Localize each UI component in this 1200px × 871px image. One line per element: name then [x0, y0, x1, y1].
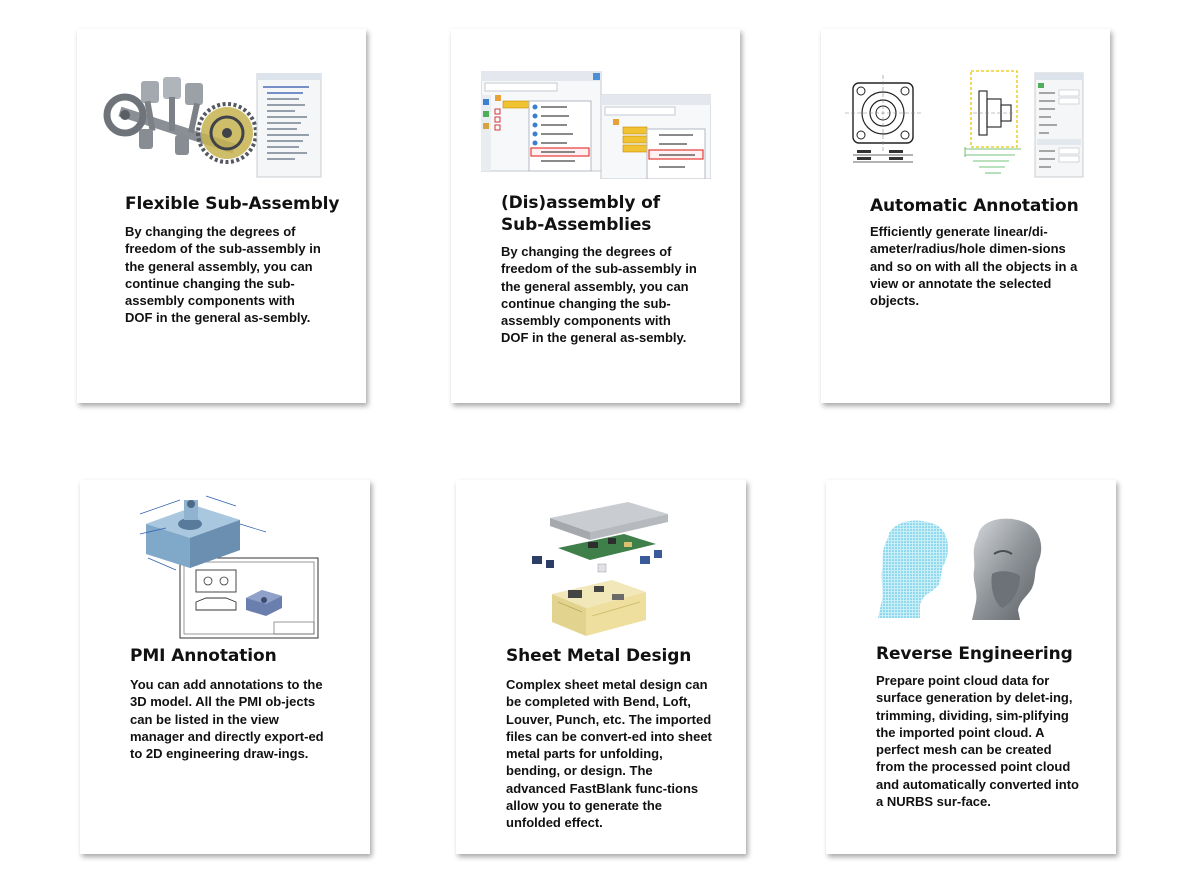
- feature-title: Sheet Metal Design: [506, 646, 692, 666]
- feature-title: Reverse Engineering: [876, 644, 1073, 664]
- feature-title: Automatic Annotation: [870, 196, 1079, 216]
- feature-title: Flexible Sub-Assembly: [125, 194, 340, 214]
- feature-title: (Dis)assembly of Sub-Assemblies: [501, 193, 661, 235]
- feature-description: You can add annotations to the 3D model. All the PMI ob-jects can be listed in the view manager and directly export-ed to 2D engineering draw-ings.: [130, 677, 324, 762]
- feature-card-sheet-metal-design: [456, 480, 746, 854]
- dimensioned-drawing-icon: [845, 69, 1085, 181]
- feature-description: Complex sheet metal design can be completed with Bend, Loft, Louver, Punch, etc. The imported files can be convert-ed into sheet metal parts for unfolding, bending, or design. The advanced FastBlank func-tions allow you to generate the unfolded effect.: [506, 677, 712, 831]
- exploded-sheet-metal-enclosure-icon: [528, 498, 674, 640]
- engine-crankshaft-assembly-icon: [103, 73, 323, 178]
- feature-card-automatic-annotation: [821, 29, 1110, 403]
- feature-card-pmi-annotation: [80, 480, 370, 854]
- feature-description: By changing the degrees of freedom of the sub-assembly in the general assembly, you can continue changing the sub-assembly components with DOF in the general as-sembly.: [501, 244, 697, 346]
- feature-card-reverse-engineering: [826, 480, 1116, 854]
- pmi-model-drawing-icon: [136, 494, 320, 640]
- feature-description: By changing the degrees of freedom of the sub-assembly in the general assembly, you can continue changing the sub-assembly components with DOF in the general as-sembly.: [125, 224, 321, 326]
- feature-title: PMI Annotation: [130, 646, 277, 666]
- feature-description: Prepare point cloud data for surface generation by delet-ing, trimming, dividing, sim-plifying the imported point cloud. A perfect mesh can be created from the processed point cloud and automatically converted into a NURBS sur-face.: [876, 673, 1079, 810]
- feature-description: Efficiently generate linear/di-ameter/radius/hole dimen-sions and so on with all the objects in a view or annotate the selected objects.: [870, 224, 1078, 309]
- feature-card-flexible-sub-assembly: [77, 29, 366, 403]
- point-cloud-head-scan-icon: [874, 514, 1054, 624]
- feature-card-disassembly-sub-assemblies: [451, 29, 740, 403]
- assembly-manager-screenshot-icon: [481, 71, 711, 179]
